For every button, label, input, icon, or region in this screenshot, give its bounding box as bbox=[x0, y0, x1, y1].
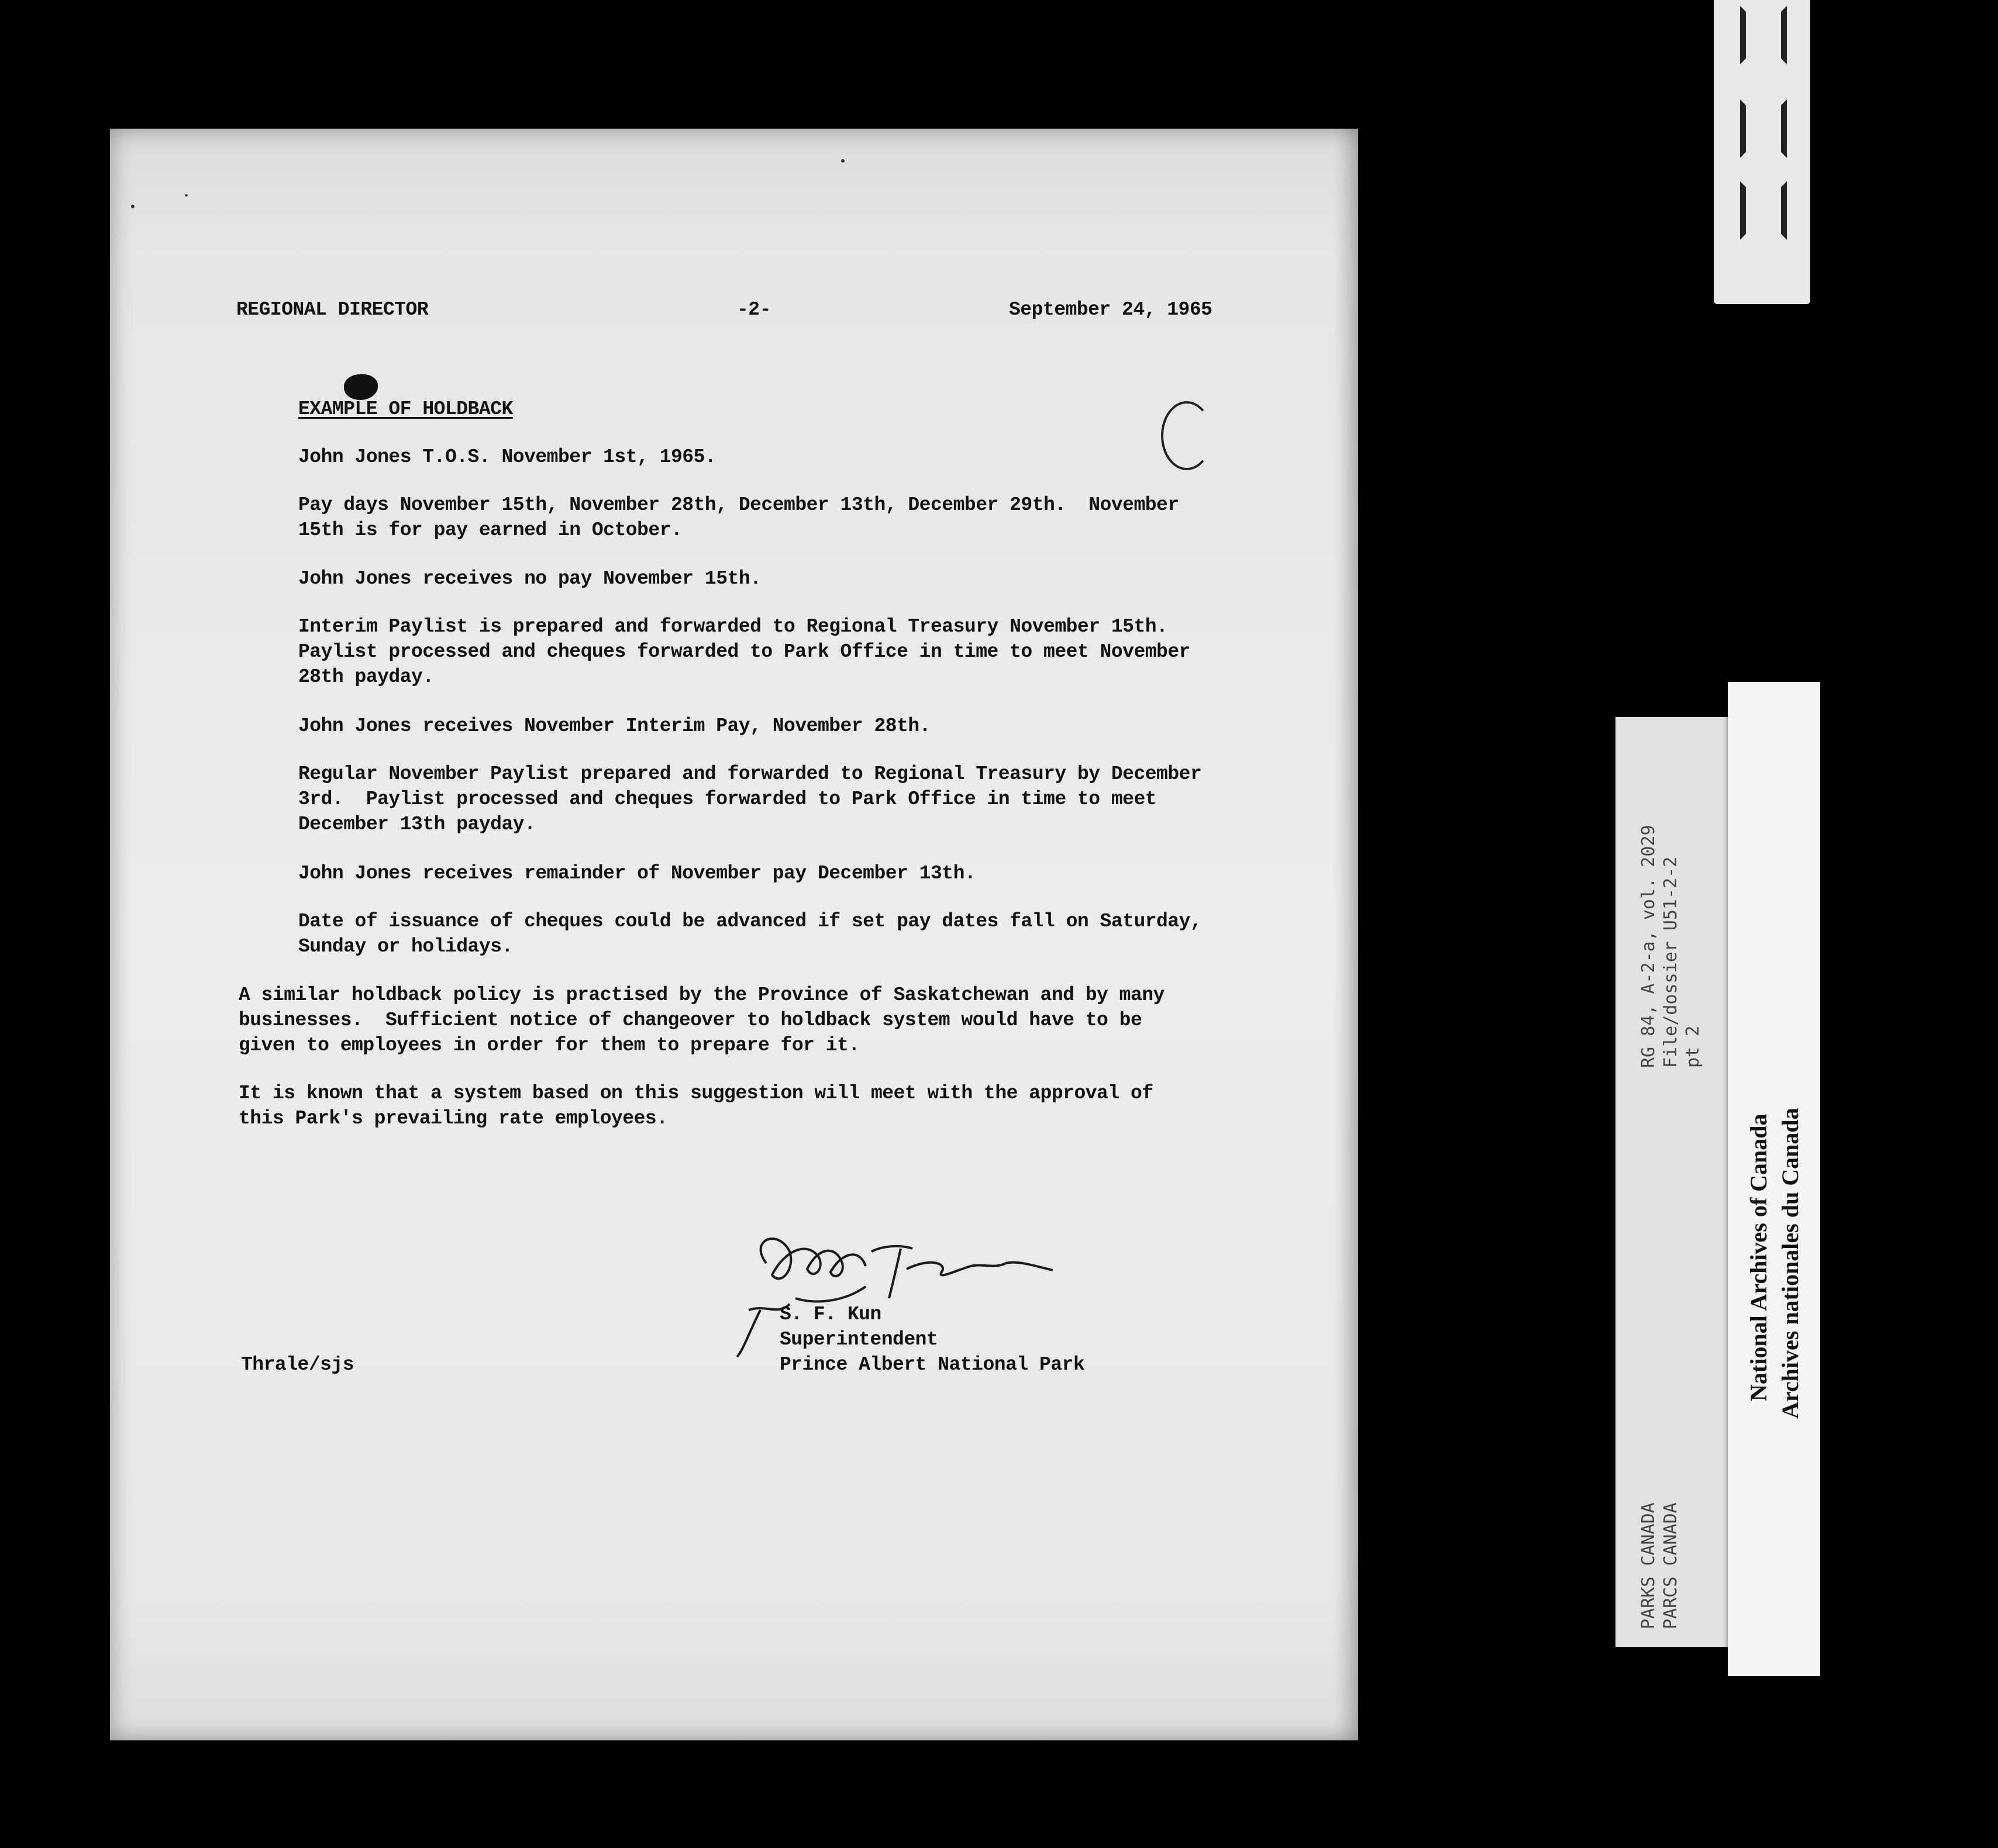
signatory-title: Superintendent bbox=[780, 1329, 938, 1350]
paragraph-line: Interim Paylist is prepared and forwarded to Regional Treasury November 15th. bbox=[298, 616, 1168, 637]
header-date: September 24, 1965 bbox=[1009, 299, 1212, 320]
paragraph-line: 28th payday. bbox=[298, 666, 434, 688]
paragraph-line: Pay days November 15th, November 28th, December 13th, December 29th. November bbox=[298, 494, 1179, 516]
body-line: businesses. Sufficient notice of changeover to holdback system would have to be bbox=[239, 1009, 1142, 1031]
paragraph-line: John Jones receives November Interim Pay, November 28th. bbox=[298, 715, 931, 737]
body-line: given to employees in order for them to prepare for it. bbox=[239, 1035, 860, 1056]
speck bbox=[841, 159, 845, 163]
bracket-mark bbox=[1740, 181, 1787, 240]
bracket-mark bbox=[1740, 99, 1787, 158]
body-line: this Park's prevailing rate employees. bbox=[239, 1108, 668, 1129]
file-reference-label bbox=[1615, 717, 1734, 1647]
signatory-name: S. F. Kun bbox=[780, 1304, 881, 1325]
paragraph-line: Date of issuance of cheques could be advanced if set pay dates fall on Saturday, bbox=[298, 911, 1202, 932]
paragraph-line: December 13th payday. bbox=[298, 813, 536, 835]
bracket-mark bbox=[1740, 6, 1787, 64]
section-heading: EXAMPLE OF HOLDBACK bbox=[298, 398, 513, 420]
national-archives-label bbox=[1728, 682, 1820, 1676]
paragraph-line: John Jones receives remainder of November pay December 13th. bbox=[298, 863, 976, 884]
body-line: A similar holdback policy is practised by the Province of Saskatchewan and by many bbox=[239, 984, 1165, 1006]
header-page-number: -2- bbox=[737, 299, 771, 320]
paragraph-line: Sunday or holidays. bbox=[298, 936, 513, 957]
paragraph-line: Regular November Paylist prepared and forwarded to Regional Treasury by December bbox=[298, 763, 1202, 785]
speck bbox=[185, 194, 188, 196]
paragraph-line: 3rd. Paylist processed and cheques forwarded to Park Office in time to meet bbox=[298, 788, 1157, 810]
file-ref-line: File/dossier U51-2-2 bbox=[1661, 856, 1681, 1068]
paragraph-line: 15th is for pay earned in October. bbox=[298, 519, 683, 541]
archive-tag-top bbox=[1714, 0, 1810, 304]
header-addressee: REGIONAL DIRECTOR bbox=[236, 299, 429, 320]
agency-label: PARKS CANADA bbox=[1638, 1502, 1659, 1629]
agency-label: PARCS CANADA bbox=[1661, 1502, 1681, 1629]
file-ref-line: pt 2 bbox=[1683, 1025, 1703, 1068]
archives-label-en: National Archives of Canada bbox=[1745, 1113, 1772, 1401]
paragraph-line: John Jones receives no pay November 15th. bbox=[298, 568, 762, 589]
signatory-organization: Prince Albert National Park bbox=[780, 1354, 1085, 1375]
margin-mark-c bbox=[1161, 401, 1212, 470]
body-line: It is known that a system based on this suggestion will meet with the approval of bbox=[239, 1082, 1153, 1104]
paragraph-line: Paylist processed and cheques forwarded to Park Office in time to meet November bbox=[298, 641, 1190, 663]
reference-initials: Thrale/sjs bbox=[241, 1354, 354, 1375]
speck bbox=[131, 205, 135, 208]
document-page bbox=[110, 129, 1358, 1740]
archives-label-fr: Archives nationales du Canada bbox=[1777, 1108, 1803, 1419]
paragraph-line: John Jones T.O.S. November 1st, 1965. bbox=[298, 446, 716, 468]
page-edge-shadow bbox=[1335, 129, 1358, 1740]
file-ref-line: RG 84, A-2-a, vol. 2029 bbox=[1638, 825, 1659, 1068]
